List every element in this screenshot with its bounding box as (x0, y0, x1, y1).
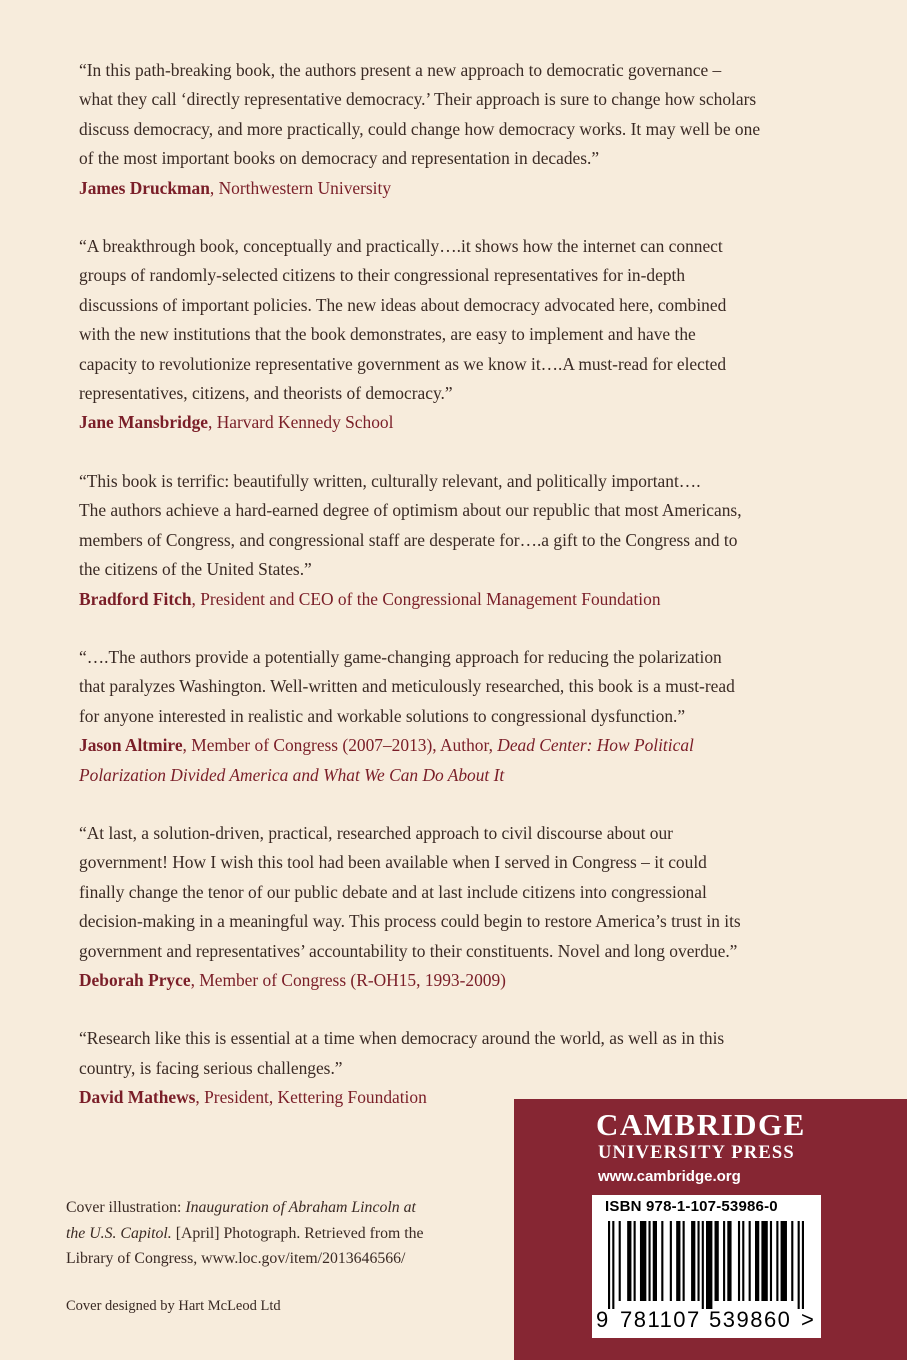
quote-line: decision-making in a meaningful way. This process could begin to restore America’s trust in its (79, 911, 741, 932)
endorser-name: Jane Mansbridge (79, 412, 208, 433)
barcode-stripe (608, 1221, 610, 1309)
cover-designer-credit: Cover designed by Hart McLeod Ltd (66, 1298, 281, 1314)
credit-prefix: Cover illustration: (66, 1199, 186, 1216)
quote-line: “In this path-breaking book, the authors present a new approach to democratic governance – (79, 60, 722, 80)
endorser-affiliation: , President, Kettering Foundation (195, 1087, 427, 1108)
quote-line: capacity to revolutionize representative government as we know it….A must-read for elected (79, 353, 727, 374)
barcode-stripe (781, 1221, 787, 1301)
publisher-press: UNIVERSITY PRESS (598, 1143, 795, 1163)
blurb-pryce (79, 819, 849, 995)
barcode-arrow: > (801, 1307, 814, 1332)
book-title-continued: Polarization Divided America and What We Can Do About It (79, 764, 505, 785)
credit-line (66, 1221, 496, 1247)
blurb-fitch (79, 467, 849, 614)
publisher-name: CAMBRIDGE (596, 1107, 806, 1142)
endorser-name: Jason Altmire (79, 735, 183, 756)
endorser-name: David Mathews (79, 1087, 196, 1108)
barcode-stripe (798, 1221, 800, 1309)
quote-line: government! How I wish this tool had been available when I served in Congress – it could (79, 852, 707, 873)
blurb-attribution (79, 585, 849, 614)
barcode-stripe (727, 1221, 731, 1301)
quote-line: discuss democracy, and more practically, could change how democracy works. It may well be one (79, 118, 761, 139)
endorser-name: Bradford Fitch (79, 588, 192, 609)
barcode-digit-first: 9 (596, 1307, 609, 1332)
blurb-quote (79, 819, 849, 966)
blurb-quote (79, 643, 849, 731)
quote-line: that paralyzes Washington. Well-written and meticulously researched, this book is a must-read (79, 676, 735, 697)
blurb-attribution (79, 731, 849, 790)
blurb-quote (79, 1024, 849, 1083)
barcode-stripe (802, 1221, 804, 1309)
illustration-title-continued: the U.S. Capitol. (66, 1224, 172, 1242)
barcode-stripe (761, 1221, 767, 1301)
barcode-stripe (670, 1221, 672, 1301)
blurb-attribution (79, 174, 849, 203)
barcode-stripe (755, 1221, 759, 1301)
publisher-url: www.cambridge.org (598, 1168, 741, 1185)
quote-line: discussions of important policies. The new ideas about democracy advocated here, combined (79, 294, 727, 315)
barcode-digit-group-right: 539860 (709, 1307, 792, 1332)
quote-line: The authors achieve a hard-earned degree of optimism about our republic that most Americans, (79, 500, 742, 521)
quote-line: groups of randomly-selected citizens to their congressional representatives for in-depth (79, 265, 686, 286)
endorser-affiliation: , Northwestern University (209, 177, 392, 198)
blurb-attribution (79, 966, 849, 995)
credit-line (66, 1195, 496, 1221)
quote-line: members of Congress, and congressional staff are desperate for….a gift to the Congress and to (79, 529, 738, 550)
blurb-quote (79, 467, 849, 585)
barcode-stripe (723, 1221, 725, 1301)
quote-line: representatives, citizens, and theorists of democracy.” (79, 383, 453, 404)
barcode-stripe (627, 1221, 631, 1301)
barcode-stripe (715, 1221, 719, 1301)
barcode-stripe (791, 1221, 793, 1301)
quote-line: finally change the tenor of our public debate and at last include citizens into congressional (79, 881, 707, 902)
barcode-stripe (749, 1221, 751, 1301)
barcode-stripe (776, 1221, 778, 1301)
credit-source: Library of Congress, www.loc.gov/item/2013646566/ (66, 1250, 406, 1267)
barcode-stripe (770, 1221, 772, 1301)
endorser-affiliation: , Member of Congress (R-OH15, 1993-2009) (190, 969, 506, 990)
endorser-name: James Druckman (79, 177, 210, 198)
blurb-attribution (79, 408, 849, 437)
barcode-stripe (648, 1221, 650, 1301)
endorsements (79, 56, 849, 1142)
barcode-digit-group-left: 781107 (620, 1307, 701, 1332)
barcode-stripe (683, 1221, 685, 1301)
barcode-stripe (676, 1221, 680, 1301)
quote-line: “….The authors provide a potentially game-changing approach for reducing the polarization (79, 646, 722, 667)
blurb-druckman (79, 56, 849, 203)
barcode-stripe (697, 1221, 699, 1301)
book-title: Dead Center: How Political (497, 735, 694, 756)
barcode-icon (608, 1221, 804, 1309)
barcode-stripe (702, 1221, 704, 1309)
blurb-altmire (79, 643, 849, 790)
blurb-mansbridge (79, 232, 849, 438)
quote-line: “This book is terrific: beautifully written, culturally relevant, and politically important…. (79, 470, 701, 491)
illustration-title: Inauguration of Abraham Lincoln at (185, 1199, 416, 1216)
isbn-label: ISBN 978-1-107-53986-0 (605, 1198, 778, 1215)
barcode-stripe (634, 1221, 636, 1301)
endorser-affiliation: , Harvard Kennedy School (208, 412, 394, 433)
quote-line: “Research like this is essential at a time when democracy around the world, as well as in this (79, 1028, 725, 1049)
barcode-stripe (612, 1221, 614, 1309)
barcode-stripe (640, 1221, 646, 1301)
barcode-stripe (653, 1221, 657, 1301)
endorser-affiliation: , Member of Congress (2007–2013), Author, (182, 735, 498, 756)
barcode-stripe (706, 1221, 712, 1309)
cover-illustration-credit (66, 1195, 496, 1272)
quote-line: the citizens of the United States.” (79, 559, 312, 580)
barcode-stripe (691, 1221, 695, 1301)
quote-line: what they call ‘directly representative democracy.’ Their approach is sure to change how scholars (79, 89, 757, 110)
endorser-name: Deborah Pryce (79, 969, 191, 990)
barcode-stripe (661, 1221, 663, 1301)
blurb-quote (79, 232, 849, 408)
quote-line: country, is facing serious challenges.” (79, 1057, 343, 1078)
blurb-quote (79, 56, 849, 174)
barcode-stripe (619, 1221, 621, 1301)
quote-line: “At last, a solution-driven, practical, researched approach to civil discourse about our (79, 822, 673, 843)
quote-line: of the most important books on democracy and representation in decades.” (79, 148, 600, 169)
isbn-barcode (592, 1195, 821, 1338)
quote-line: for anyone interested in realistic and workable solutions to congressional dysfunction.” (79, 705, 686, 726)
quote-line: with the new institutions that the book demonstrates, are easy to implement and have the (79, 324, 696, 345)
barcode-stripe (742, 1221, 744, 1301)
quote-line: government and representatives’ accountability to their constituents. Novel and long overdue.” (79, 940, 738, 961)
attribution-line (79, 731, 849, 760)
endorser-affiliation: , President and CEO of the Congressional Management Foundation (191, 588, 661, 609)
barcode-stripe (738, 1221, 740, 1301)
credit-text: [April] Photograph. Retrieved from the (171, 1224, 424, 1242)
quote-line: “A breakthrough book, conceptually and practically….it shows how the internet can connect (79, 236, 723, 257)
